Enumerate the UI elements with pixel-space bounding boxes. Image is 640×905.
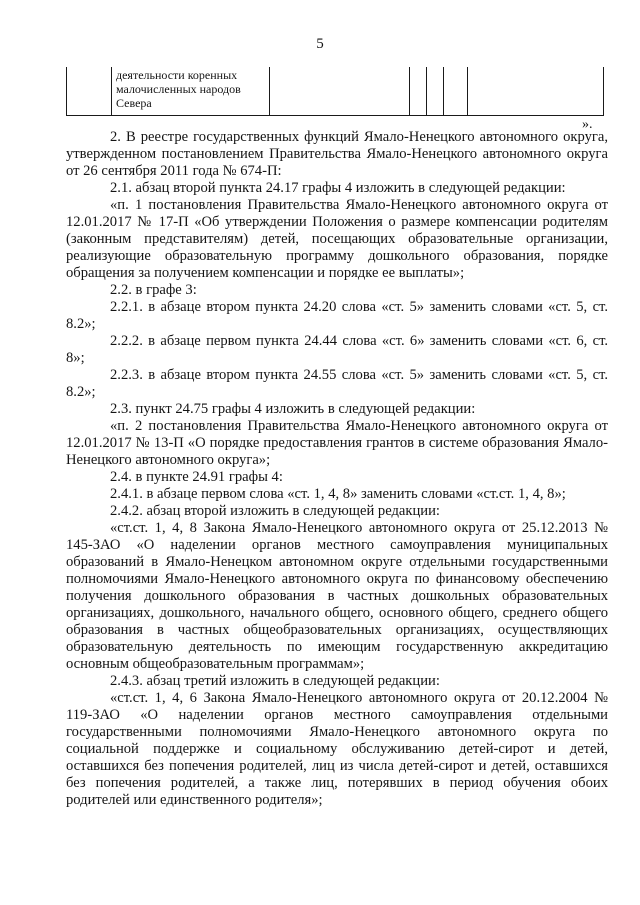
- paragraph: 2.2.3. в абзаце втором пункта 24.55 слова «ст. 5» заменить словами «ст. 5, ст. 8.2»;: [66, 367, 608, 400]
- page-number: 5: [316, 36, 324, 52]
- paragraph: «п. 2 постановления Правительства Ямало-Ненецкого автономного округа от 12.01.2017 № 13-П «О порядке предоставления грантов в системе образования Ямало-Ненецкого автономного округа»;: [66, 418, 608, 468]
- paragraph: 2. В реестре государственных функций Ямало-Ненецкого автономного округа, утвержденном постановлением Правительства Ямало-Ненецкого автономного округа от 26 сентября 2011 года № 674-П:: [66, 129, 608, 179]
- table-cell-line: Севера: [116, 96, 152, 110]
- paragraph: «ст.ст. 1, 4, 8 Закона Ямало-Ненецкого автономного округа от 25.12.2013 № 145-ЗАО «О наделении органов местного самоуправления муниципальных образований в Ямало-Ненецком автономном округе отдельными государственными полномочиями Ямало-Ненецкого автономного округа по финансовому обеспечению получения дошкольного образования в частных дошкольных образовательных организациях, дошкольного, начального общего, основного общего, среднего общего образования в частных общеобразовательных организациях, осуществляющих образовательную деятельность по имеющим государственную аккредитацию основным общеобразовательным программам»;: [66, 520, 608, 672]
- table-cell-line: деятельности коренных: [116, 68, 238, 82]
- table-cell-empty: [468, 67, 604, 116]
- table-cell-empty: [444, 67, 468, 116]
- paragraph: 2.2.1. в абзаце втором пункта 24.20 слова «ст. 5» заменить словами «ст. 5, ст. 8.2»;: [66, 299, 608, 332]
- paragraph: 2.1. абзац второй пункта 24.17 графы 4 изложить в следующей редакции:: [110, 180, 566, 196]
- paragraph: 2.4.2. абзац второй изложить в следующей редакции:: [110, 503, 440, 519]
- table-cell-number: [67, 67, 112, 116]
- table-cell-text: [112, 67, 270, 116]
- paragraph: 2.4.3. абзац третий изложить в следующей редакции:: [110, 673, 440, 689]
- table-cell-empty: [270, 67, 410, 116]
- table-cell-empty: [427, 67, 444, 116]
- document-body: [66, 129, 608, 809]
- paragraph: 2.3. пункт 24.75 графы 4 изложить в следующей редакции:: [110, 401, 476, 417]
- paragraph: 2.2.2. в абзаце первом пункта 24.44 слова «ст. 6» заменить словами «ст. 6, ст. 8»;: [66, 333, 608, 366]
- table-cell-line: малочисленных народов: [116, 82, 241, 96]
- paragraph: 2.4.1. в абзаце первом слова «ст. 1, 4, 8» заменить словами «ст.ст. 1, 4, 8»;: [110, 486, 566, 502]
- closing-quote: ».: [582, 117, 593, 132]
- table-fragment: [66, 67, 604, 116]
- table-cell-empty: [410, 67, 427, 116]
- paragraph: «ст.ст. 1, 4, 6 Закона Ямало-Ненецкого автономного округа от 20.12.2004 № 119-ЗАО «О наделении органов местного самоуправления отдельными государственными полномочиями Ямало-Ненецкого автономного округа по социальной поддержке и социальному обслуживанию детей-сирот и детей, оставшихся без попечения родителей, лиц из числа детей-сирот и детей, оставшихся без попечения родителей, а также лиц, потерявших в период обучения обоих родителей или единственного родителя»;: [66, 690, 608, 808]
- paragraph: 2.2. в графе 3:: [110, 282, 197, 298]
- paragraph: «п. 1 постановления Правительства Ямало-Ненецкого автономного округа от 12.01.2017 № 17-П «Об утверждении Положения о размере компенсации родителям (законным представителям) детей, посещающих образовательные организации, реализующие образовательную программу дошкольного образования, порядке обращения за получением компенсации и порядке ее выплаты»;: [66, 197, 608, 281]
- paragraph: 2.4. в пункте 24.91 графы 4:: [110, 469, 283, 485]
